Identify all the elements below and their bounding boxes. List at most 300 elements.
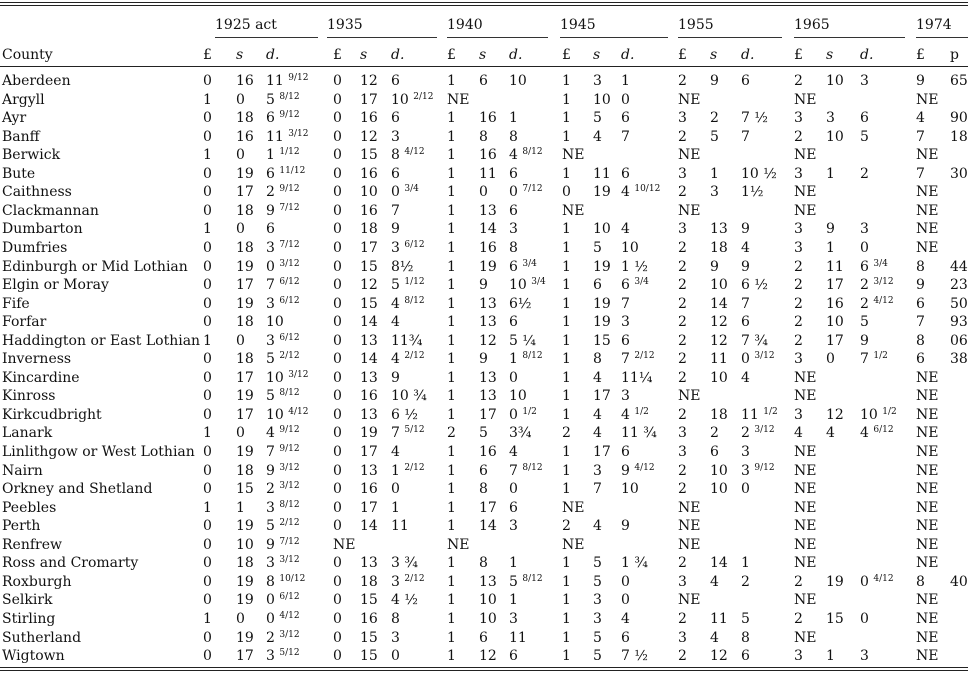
value-cell: 10 — [479, 592, 497, 609]
value-cell: 0 — [333, 388, 342, 405]
value-cell: 12 — [826, 406, 844, 423]
value-cell: 7 — [916, 165, 925, 182]
value-cell: 11 $^{1/2}$ — [741, 406, 778, 423]
value-cell: 6 — [741, 314, 750, 331]
value-cell: 0 — [236, 425, 245, 442]
value-cell: 2 — [678, 314, 687, 331]
value-cell: 6 — [509, 648, 518, 665]
value-cell: 0 $^{6/12}$ — [266, 592, 300, 609]
value-cell: 18 — [360, 221, 378, 238]
value-cell: 5 $^{8/12}$ — [266, 91, 300, 108]
value-cell: 5 — [860, 314, 869, 331]
value-cell: 1 — [562, 277, 571, 294]
value-cell: 6 — [916, 295, 925, 312]
unit-header: d. — [621, 47, 635, 63]
value-cell: 0 — [203, 481, 212, 498]
value-cell: 6 — [479, 73, 488, 89]
value-cell: 11 — [509, 629, 527, 646]
value-cell: 1 — [447, 592, 456, 609]
value-cell: 9 $^{7/12}$ — [266, 202, 300, 219]
value-cell: 3 — [678, 110, 687, 127]
value-cell: 0 — [333, 184, 342, 201]
value-cell: 0 — [333, 610, 342, 627]
value-cell: 1 — [447, 147, 456, 164]
value-cell: 13 — [360, 332, 378, 349]
value-cell: 19 — [593, 314, 611, 331]
value-cell: 4 — [509, 444, 518, 460]
value-cell: 1 — [562, 221, 571, 238]
value-cell: 3 $^{6/12}$ — [391, 239, 425, 256]
value-cell: 0 — [333, 351, 342, 368]
value-cell: 4 — [710, 573, 719, 590]
value-cell: 17 — [236, 369, 254, 386]
value-cell: 7 ½ — [621, 648, 648, 665]
value-cell: 0 — [333, 239, 342, 256]
value-cell: 0 — [236, 91, 245, 108]
value-cell: 17 — [236, 406, 254, 423]
value-cell: 1 — [447, 202, 456, 219]
value-cell: 1 — [826, 239, 835, 256]
value-cell: 16 — [360, 110, 378, 127]
unit-header: £ — [203, 47, 212, 63]
value-cell: 3 $^{5/12}$ — [266, 648, 300, 665]
not-entered-cell: NE — [916, 406, 939, 423]
unit-header: £ — [333, 47, 342, 63]
value-cell: 4 — [391, 314, 400, 331]
value-cell: 1 — [826, 648, 835, 665]
value-cell: 3 — [860, 648, 869, 665]
value-cell: 6 $^{11/12}$ — [266, 165, 306, 182]
value-cell: 4 $^{10/12}$ — [621, 184, 661, 201]
value-cell: 2 — [678, 610, 687, 627]
value-cell: 18 — [236, 202, 254, 219]
value-cell: 3 — [678, 221, 687, 238]
value-cell: 5 ¼ — [509, 332, 536, 349]
value-cell: 1 ¾ — [621, 555, 648, 572]
county-name: Wigtown — [2, 648, 65, 665]
value-cell: 0 — [236, 332, 245, 349]
not-entered-cell: NE — [916, 388, 939, 405]
value-cell: 0 — [203, 573, 212, 590]
value-cell: 2 $^{3/12}$ — [860, 277, 894, 294]
county-name: Kincardine — [2, 369, 80, 386]
value-cell: 15 — [360, 592, 378, 609]
value-cell: 19 — [593, 184, 611, 201]
value-cell: 2 — [562, 518, 571, 535]
value-cell: 10 $^{2/12}$ — [391, 91, 434, 108]
not-entered-cell: NE — [916, 425, 939, 442]
value-cell: 1 — [447, 73, 456, 89]
value-cell: 0 — [203, 202, 212, 219]
value-cell: 14 — [360, 314, 378, 331]
value-cell: 2 — [678, 369, 687, 386]
not-entered-cell: NE — [562, 499, 585, 516]
value-cell: 1 — [562, 406, 571, 423]
value-cell: 10 — [826, 314, 844, 331]
value-cell: 11 — [826, 258, 844, 275]
value-cell: 1 — [562, 573, 571, 590]
value-cell: 0 — [860, 610, 869, 627]
value-cell: 1 — [562, 555, 571, 572]
value-cell: 19 — [236, 592, 254, 609]
value-cell: 1 — [447, 184, 456, 201]
value-cell: 10 — [236, 536, 254, 553]
value-cell: 18 — [360, 573, 378, 590]
value-cell: 17 — [360, 91, 378, 108]
value-cell: 12 — [360, 128, 378, 145]
value-cell: 16 — [236, 128, 254, 145]
value-cell: 3 — [509, 610, 518, 627]
value-cell: 6 — [860, 110, 869, 127]
value-cell: 7 $^{9/12}$ — [266, 444, 300, 460]
value-cell: 1 $^{2/12}$ — [391, 462, 425, 479]
value-cell: 13 — [360, 462, 378, 479]
value-cell: 5 — [860, 128, 869, 145]
value-cell: 1 — [447, 128, 456, 145]
bottom-rule — [0, 667, 968, 668]
value-cell: 7 — [391, 202, 400, 219]
county-name: Berwick — [2, 147, 61, 164]
value-cell: 2 — [678, 406, 687, 423]
value-cell: 18 — [236, 555, 254, 572]
value-cell: 2 — [794, 258, 803, 275]
value-cell: 9 $^{4/12}$ — [621, 462, 655, 479]
value-cell: 0 $^{4/12}$ — [860, 573, 894, 590]
value-cell: 15 — [360, 258, 378, 275]
value-cell: 0 — [203, 165, 212, 182]
not-entered-cell: NE — [916, 610, 939, 627]
unit-header: £ — [916, 47, 925, 63]
value-cell: 19 — [236, 388, 254, 405]
value-cell: 16 — [360, 165, 378, 182]
value-cell: 0 — [391, 648, 400, 665]
value-cell: 1 — [447, 165, 456, 182]
value-cell: 0 — [333, 332, 342, 349]
value-cell: 4 $^{6/12}$ — [860, 425, 894, 442]
value-cell: 1 — [562, 239, 571, 256]
value-cell: 3 — [509, 518, 518, 535]
county-name: Clackmannan — [2, 202, 99, 219]
not-entered-cell: NE — [333, 536, 356, 553]
value-cell: 0 — [741, 481, 750, 498]
year-group-header: 1965 — [794, 17, 830, 33]
value-cell: 3 — [794, 406, 803, 423]
county-name: Bute — [2, 165, 36, 182]
value-cell: 0 — [333, 73, 342, 89]
not-entered-cell: NE — [916, 221, 939, 238]
value-cell: 1 $^{1/12}$ — [266, 147, 300, 164]
value-cell: 8 — [479, 481, 488, 498]
county-name: Perth — [2, 518, 41, 535]
not-entered-cell: NE — [916, 91, 939, 108]
value-cell: 1 — [447, 648, 456, 665]
value-cell: 17 — [360, 499, 378, 516]
county-name: Sutherland — [2, 629, 82, 646]
value-cell: 0 — [203, 184, 212, 201]
value-cell: 4 $^{1/2}$ — [621, 406, 649, 423]
value-cell: 0 $^{3/12}$ — [266, 258, 300, 275]
value-cell: 11¾ — [391, 332, 423, 349]
value-cell: 19 — [479, 258, 497, 275]
not-entered-cell: NE — [916, 555, 939, 572]
value-cell: 18 — [710, 239, 728, 256]
value-cell: 1 — [509, 110, 518, 127]
value-cell: 0 — [621, 592, 630, 609]
value-cell: 13 — [360, 555, 378, 572]
value-cell: 15 — [826, 610, 844, 627]
value-cell: 0 — [203, 295, 212, 312]
value-cell: 0 — [203, 592, 212, 609]
value-cell: 3 — [621, 388, 630, 405]
unit-header: d. — [741, 47, 755, 63]
value-cell: 1 — [562, 648, 571, 665]
value-cell: 14 — [710, 295, 728, 312]
value-cell: 7 — [621, 128, 630, 145]
value-cell: 0 — [203, 629, 212, 646]
value-cell: 4 $^{8/12}$ — [391, 295, 425, 312]
value-cell: 0 — [333, 425, 342, 442]
value-cell: 10 — [710, 481, 728, 498]
value-cell: 1 — [562, 592, 571, 609]
value-cell: 93 — [950, 314, 968, 331]
top-rule — [0, 2, 968, 3]
value-cell: 5 — [741, 610, 750, 627]
not-entered-cell: NE — [916, 239, 939, 256]
value-cell: 0 — [203, 555, 212, 572]
value-cell: 1 — [203, 91, 212, 108]
value-cell: 0 — [509, 369, 518, 386]
value-cell: 3 $^{7/12}$ — [266, 239, 300, 256]
county-name: Roxburgh — [2, 573, 72, 590]
value-cell: 11 $^{3/12}$ — [266, 128, 309, 145]
value-cell: 3 — [391, 629, 400, 646]
value-cell: 5 — [593, 648, 602, 665]
value-cell: 14 — [479, 221, 497, 238]
value-cell: 9 — [741, 258, 750, 275]
unit-header: d. — [391, 47, 405, 63]
value-cell: 8½ — [391, 258, 414, 275]
value-cell: 0 — [333, 648, 342, 665]
value-cell: 0 — [203, 536, 212, 553]
value-cell: 8 $^{10/12}$ — [266, 573, 306, 590]
value-cell: 13 — [360, 369, 378, 386]
not-entered-cell: NE — [794, 518, 817, 535]
value-cell: 3 $^{2/12}$ — [391, 573, 425, 590]
value-cell: 9 — [710, 258, 719, 275]
value-cell: 0 — [621, 91, 630, 108]
value-cell: 17 — [593, 388, 611, 405]
not-entered-cell: NE — [794, 444, 817, 460]
value-cell: 2 — [860, 165, 869, 182]
value-cell: 9 — [479, 351, 488, 368]
value-cell: 8 — [741, 629, 750, 646]
value-cell: 10 — [710, 369, 728, 386]
value-cell: 0 — [203, 110, 212, 127]
value-cell: 11¼ — [621, 369, 653, 386]
value-cell: 10 — [509, 388, 527, 405]
value-cell: 2 — [678, 277, 687, 294]
value-cell: 1 — [447, 629, 456, 646]
not-entered-cell: NE — [794, 629, 817, 646]
value-cell: 0 — [333, 518, 342, 535]
value-cell: 1 — [447, 332, 456, 349]
value-cell: 0 — [203, 277, 212, 294]
value-cell: 1 — [562, 610, 571, 627]
value-cell: 7 — [621, 295, 630, 312]
value-cell: 6 — [391, 110, 400, 127]
value-cell: 1 — [203, 332, 212, 349]
not-entered-cell: NE — [678, 147, 701, 164]
value-cell: 10 $^{1/2}$ — [860, 406, 897, 423]
value-cell: 0 — [333, 369, 342, 386]
not-entered-cell: NE — [916, 369, 939, 386]
value-cell: 3¾ — [509, 425, 532, 442]
unit-header: s — [710, 47, 718, 63]
value-cell: 1 — [562, 369, 571, 386]
value-cell: 10 ¾ — [391, 388, 427, 405]
value-cell: 17 — [593, 444, 611, 460]
value-cell: 10 — [479, 610, 497, 627]
value-cell: 5 $^{8/12}$ — [509, 573, 543, 590]
not-entered-cell: NE — [916, 518, 939, 535]
value-cell: 8 — [391, 610, 400, 627]
value-cell: 0 — [333, 258, 342, 275]
value-cell: 15 — [593, 332, 611, 349]
value-cell: 4 — [826, 425, 835, 442]
value-cell: 2 $^{3/12}$ — [741, 425, 775, 442]
group-underline — [678, 37, 782, 38]
not-entered-cell: NE — [794, 555, 817, 572]
value-cell: 10 — [710, 462, 728, 479]
value-cell: 7 — [916, 314, 925, 331]
unit-header: £ — [447, 47, 456, 63]
value-cell: 6 — [479, 629, 488, 646]
not-entered-cell: NE — [447, 536, 470, 553]
value-cell: 0 — [333, 147, 342, 164]
value-cell: 0 — [203, 406, 212, 423]
year-group-header: 1955 — [678, 17, 714, 33]
value-cell: 17 — [479, 499, 497, 516]
value-cell: 0 — [333, 499, 342, 516]
value-cell: 4 — [741, 239, 750, 256]
value-cell: 1 — [562, 629, 571, 646]
value-cell: 50 — [950, 295, 968, 312]
value-cell: 1 — [447, 388, 456, 405]
value-cell: 3 — [741, 444, 750, 460]
value-cell: 7 — [741, 128, 750, 145]
value-cell: 6 — [391, 165, 400, 182]
value-cell: 9 — [391, 369, 400, 386]
group-underline — [560, 37, 668, 38]
value-cell: 9 — [710, 73, 719, 89]
value-cell: 5 — [593, 110, 602, 127]
value-cell: 65 — [950, 73, 968, 89]
value-cell: 0 — [203, 239, 212, 256]
value-cell: 1 — [447, 351, 456, 368]
value-cell: 16 — [479, 110, 497, 127]
value-cell: 5 $^{8/12}$ — [266, 388, 300, 405]
value-cell: 14 — [479, 518, 497, 535]
value-cell: 6 — [621, 444, 630, 460]
unit-header: s — [360, 47, 368, 63]
value-cell: 7 $^{8/12}$ — [509, 462, 543, 479]
value-cell: 12 — [360, 277, 378, 294]
not-entered-cell: NE — [794, 481, 817, 498]
value-cell: 3 — [593, 73, 602, 89]
value-cell: 3 — [794, 221, 803, 238]
value-cell: 1 $^{8/12}$ — [509, 351, 543, 368]
value-cell: 3 $^{9/12}$ — [741, 462, 775, 479]
value-cell: 19 — [236, 573, 254, 590]
value-cell: 6 — [621, 110, 630, 127]
value-cell: 0 — [391, 481, 400, 498]
value-cell: 3 — [678, 629, 687, 646]
value-cell: 16 — [479, 444, 497, 460]
value-cell: 0 — [203, 518, 212, 535]
value-cell: 0 — [333, 221, 342, 238]
value-cell: 12 — [710, 314, 728, 331]
group-underline — [447, 37, 548, 38]
value-cell: 0 — [203, 73, 212, 89]
value-cell: 15 — [360, 629, 378, 646]
value-cell: 7 $^{6/12}$ — [266, 277, 300, 294]
unit-header: p — [950, 47, 959, 63]
value-cell: 1 ½ — [621, 258, 648, 275]
value-cell: 18 — [710, 406, 728, 423]
value-cell: 4 — [741, 369, 750, 386]
value-cell: 5 — [593, 239, 602, 256]
value-cell: 0 — [203, 462, 212, 479]
value-cell: 18 — [236, 314, 254, 331]
value-cell: 1 — [447, 258, 456, 275]
county-name: Stirling — [2, 610, 56, 627]
not-entered-cell: NE — [794, 184, 817, 201]
value-cell: 7 ½ — [741, 110, 768, 127]
value-cell: 2 — [794, 128, 803, 145]
value-cell: 1 — [562, 165, 571, 182]
not-entered-cell: NE — [678, 202, 701, 219]
value-cell: 7 ¾ — [741, 332, 768, 349]
value-cell: 10 — [266, 314, 284, 331]
value-cell: 1 — [236, 499, 245, 516]
value-cell: 5 — [593, 629, 602, 646]
county-name: Aberdeen — [2, 73, 71, 89]
value-cell: 7 $^{2/12}$ — [621, 351, 655, 368]
value-cell: 4 — [593, 425, 602, 442]
value-cell: 5 — [710, 128, 719, 145]
value-cell: 0 — [203, 444, 212, 460]
value-cell: 1 — [509, 592, 518, 609]
value-cell: 3 $^{8/12}$ — [266, 499, 300, 516]
value-cell: 2 — [678, 239, 687, 256]
value-cell: 9 — [860, 332, 869, 349]
value-cell: 2 — [678, 555, 687, 572]
value-cell: 6 $^{3/4}$ — [509, 258, 537, 275]
value-cell: 4 — [391, 444, 400, 460]
value-cell: 8 — [593, 351, 602, 368]
county-name: Argyll — [2, 91, 45, 108]
value-cell: 1 — [447, 555, 456, 572]
value-cell: 15 — [360, 147, 378, 164]
value-cell: 1 — [509, 555, 518, 572]
value-cell: 12 — [360, 73, 378, 89]
value-cell: 16 — [360, 481, 378, 498]
not-entered-cell: NE — [916, 202, 939, 219]
value-cell: 18 — [236, 239, 254, 256]
value-cell: 1 — [203, 499, 212, 516]
county-name: Nairn — [2, 462, 43, 479]
value-cell: 7 — [593, 481, 602, 498]
